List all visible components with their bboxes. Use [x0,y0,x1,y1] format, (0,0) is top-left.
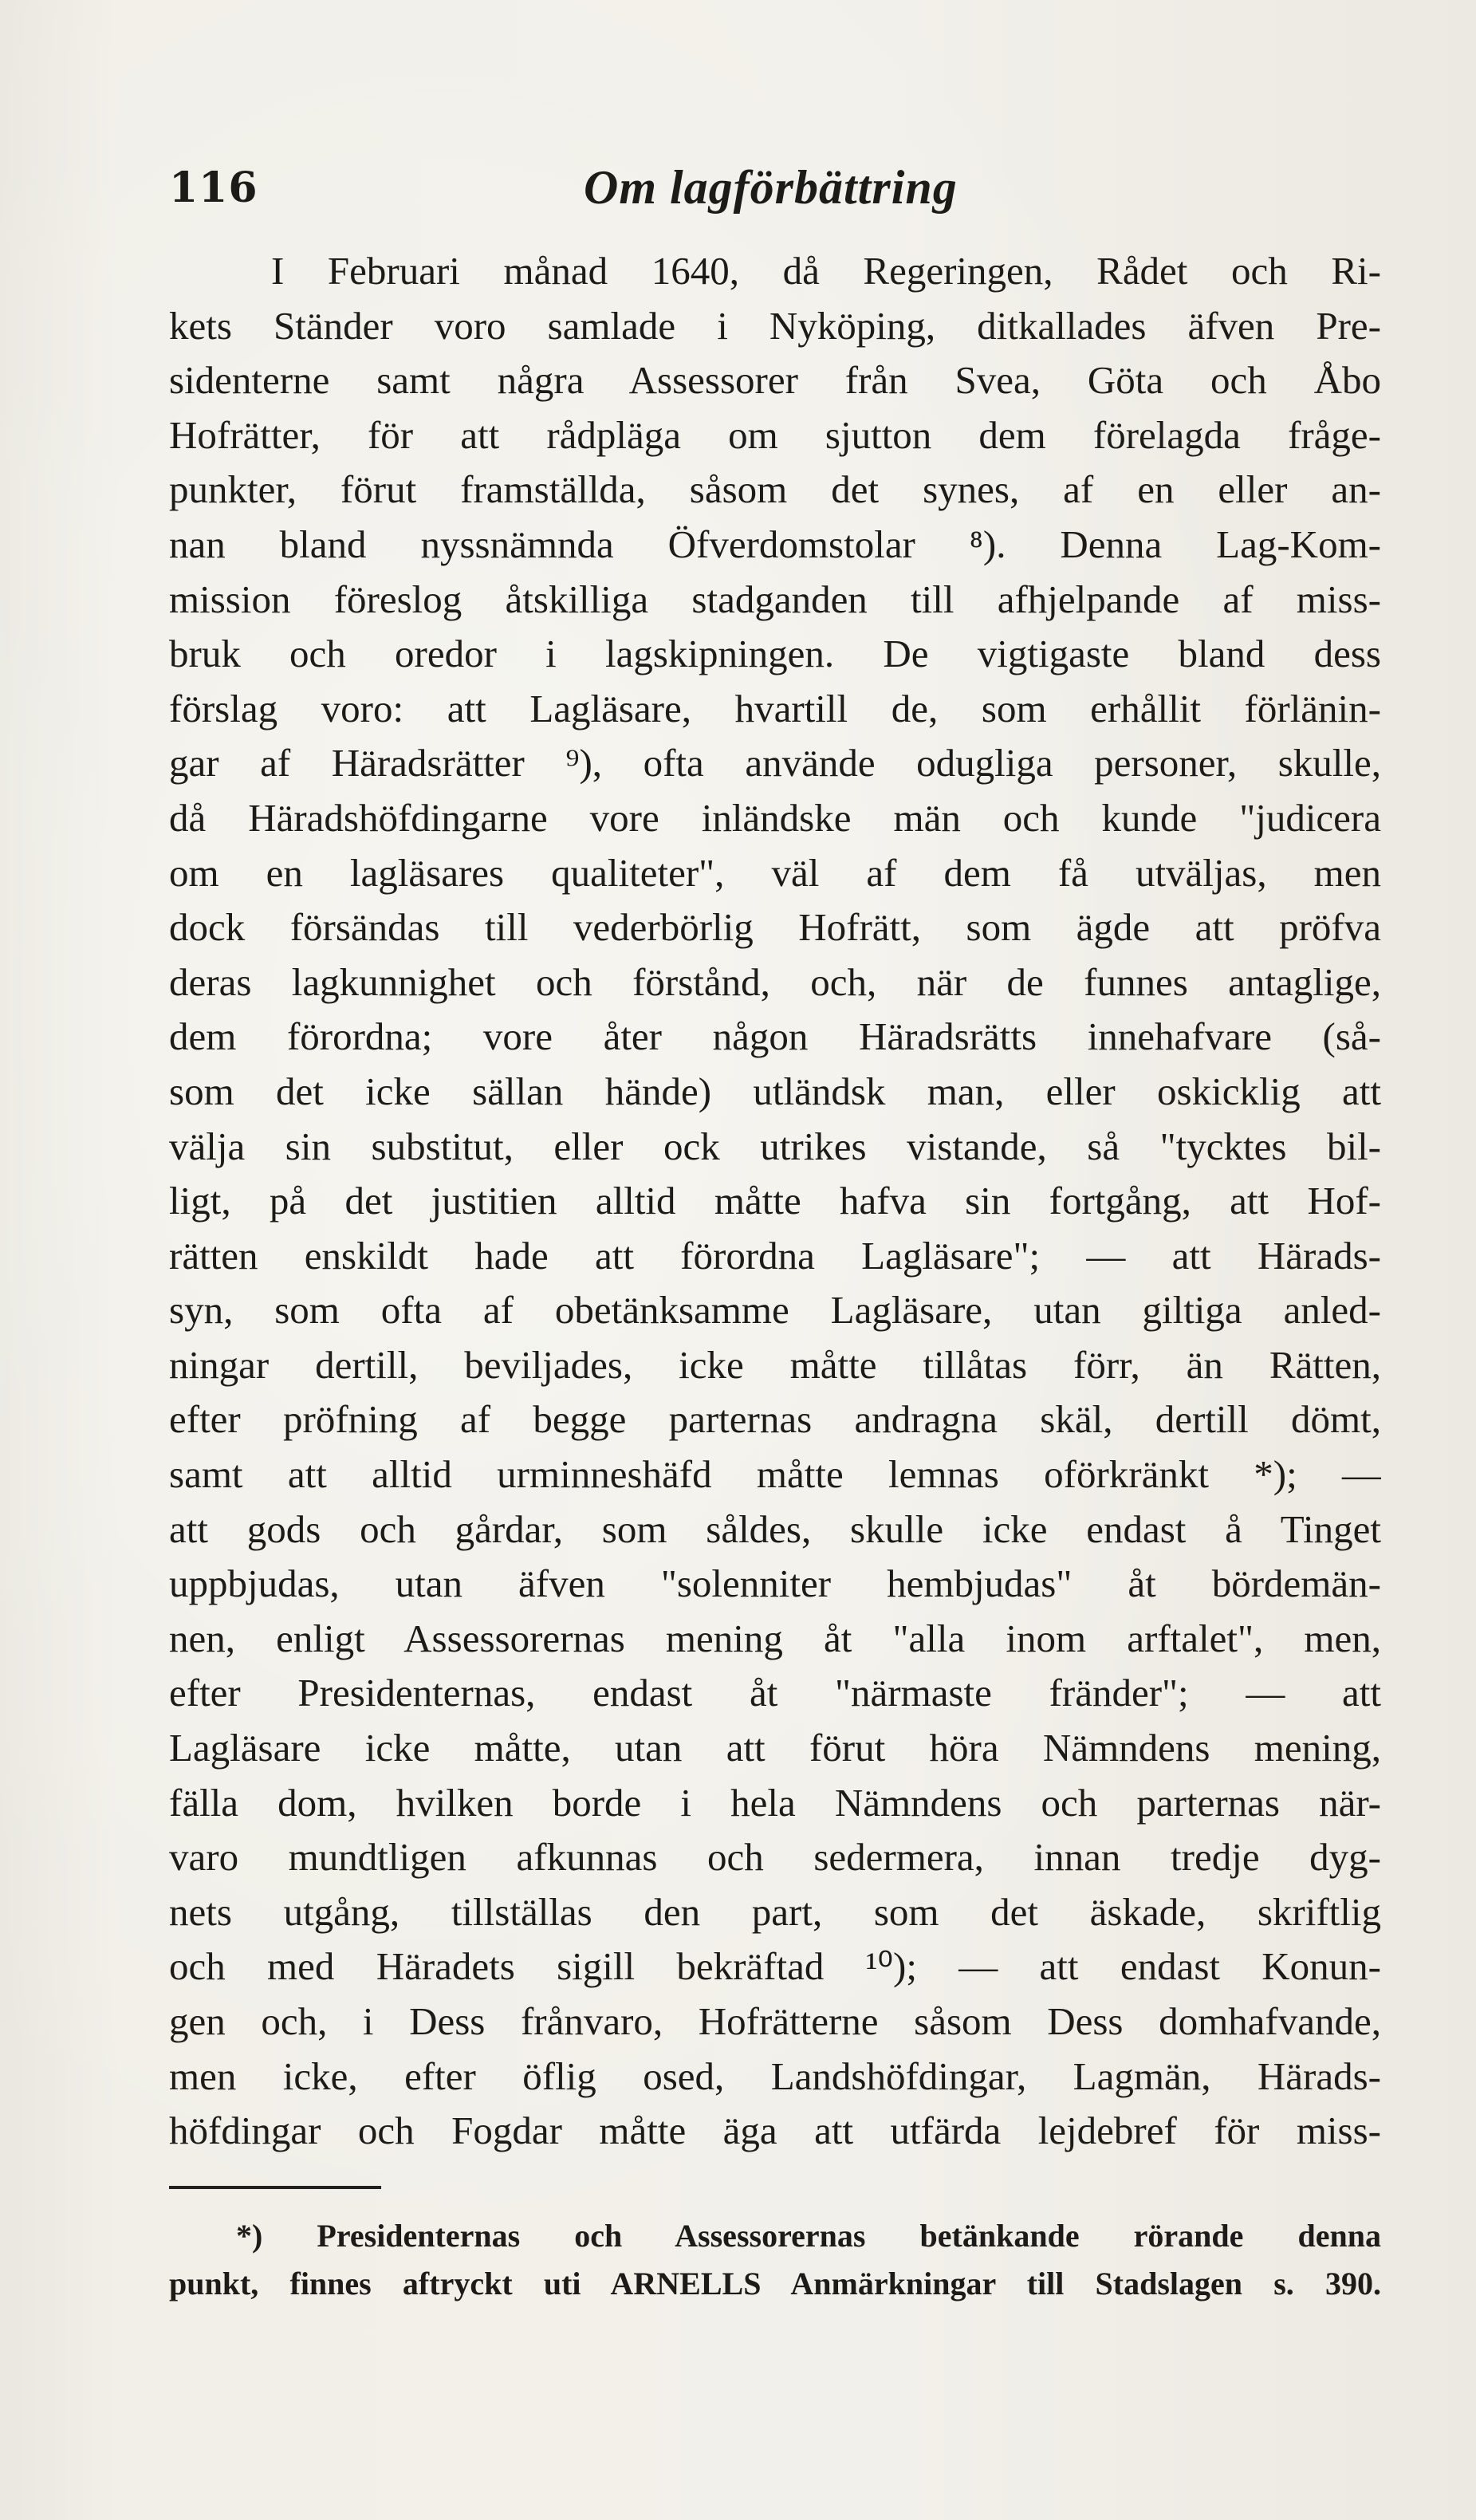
text-line: gar af Häradsrätter ⁹), ofta använde odugliga personer, skulle, [169,741,1381,786]
text-line: förslag voro: att Lagläsare, hvartill de, som erhållit förlänin- [169,686,1381,730]
text-line: uppbjudas, utan äfven "solenniter hembjudas" åt bördemän- [169,1561,1381,1606]
page-number: 116 [169,163,258,212]
footnote-line: punkt, finnes aftryckt uti ARNELLS Anmärkningar till Stadslagen s. 390. [169,2266,1381,2301]
text-line: nen, enligt Assessorernas mening åt "alla inom arftalet", men, [169,1616,1381,1660]
text-line: välja sin substitut, eller ock utrikes vistande, så "tycktes bil- [169,1124,1381,1168]
footnotes [169,2212,1381,2308]
text-line: men icke, efter öflig osed, Landshöfdingar, Lagmän, Härads- [169,2053,1381,2098]
text-line: varo mundtligen afkunnas och sedermera, innan tredje dyg- [169,1835,1381,1880]
text-line: ningar dertill, beviljades, icke måtte tillåtas förr, än Rätten, [169,1342,1381,1387]
page-header [169,163,1373,227]
text-line: nets utgång, tillställas den part, som det äskade, skriftlig [169,1889,1381,1934]
body-text [169,244,1381,2159]
text-line: nan bland nyssnämnda Öfverdomstolar ⁸). Denna Lag-Kom- [169,522,1381,566]
text-line: efter Presidenternas, endast åt "närmaste fränder"; — att [169,1671,1381,1715]
text-line: då Häradshöfdingarne vore inländske män och kunde "judicera [169,795,1381,840]
text-line: mission föreslog åtskilliga stadganden till afhjelpande af miss- [169,577,1381,621]
text-line: sidenterne samt några Assessorer från Svea, Göta och Åbo [169,358,1381,403]
text-line: om en lagläsares qualiteter", väl af dem få utväljas, men [169,850,1381,895]
text-line: efter pröfning af begge parternas andragna skäl, dertill dömt, [169,1397,1381,1442]
text-line: syn, som ofta af obetänksamme Lagläsare, utan giltiga anled- [169,1288,1381,1333]
text-line: Hofrätter, för att rådpläga om sjutton dem förelagda fråge- [169,412,1381,457]
text-line: punkter, förut framställda, såsom det synes, af en eller an- [169,467,1381,512]
text-line: och med Häradets sigill bekräftad ¹⁰); — att endast Konun- [169,1944,1381,1989]
text-line: kets Ständer voro samlade i Nyköping, ditkallades äfven Pre- [169,303,1381,348]
text-line: bruk och oredor i lagskipningen. De vigtigaste bland dess [169,632,1381,676]
running-title: Om lagförbättring [584,161,958,214]
footnote-divider [169,2186,381,2189]
footnote-line: *) Presidenternas och Assessorernas betänkande rörande denna [236,2218,1381,2254]
text-line: dem förordna; vore åter någon Häradsrätts innehafvare (så- [169,1014,1381,1059]
text-line: I Februari månad 1640, då Regeringen, Rådet och Ri- [271,249,1381,293]
text-line: fälla dom, hvilken borde i hela Nämndens och parternas när- [169,1780,1381,1825]
text-line: rätten enskildt hade att förordna Lagläsare"; — att Härads- [169,1233,1381,1278]
text-line: gen och, i Dess frånvaro, Hofrätterne såsom Dess domhafvande, [169,1999,1381,2043]
text-line: dock försändas till vederbörlig Hofrätt, som ägde att pröfva [169,905,1381,950]
text-line: samt att alltid urminneshäfd måtte lemnas oförkränkt *); — [169,1452,1381,1497]
text-line: ligt, på det justitien alltid måtte hafva sin fortgång, att Hof- [169,1179,1381,1223]
text-line: höfdingar och Fogdar måtte äga att utfärda lejdebref för miss- [169,2109,1381,2153]
text-line: som det icke sällan hände) utländsk man, eller oskicklig att [169,1069,1381,1113]
text-line: att gods och gårdar, som såldes, skulle icke endast å Tinget [169,1506,1381,1551]
text-line: deras lagkunnighet och förstånd, och, när de funnes antaglige, [169,959,1381,1004]
text-line: Lagläsare icke måtte, utan att förut höra Nämndens mening, [169,1726,1381,1770]
